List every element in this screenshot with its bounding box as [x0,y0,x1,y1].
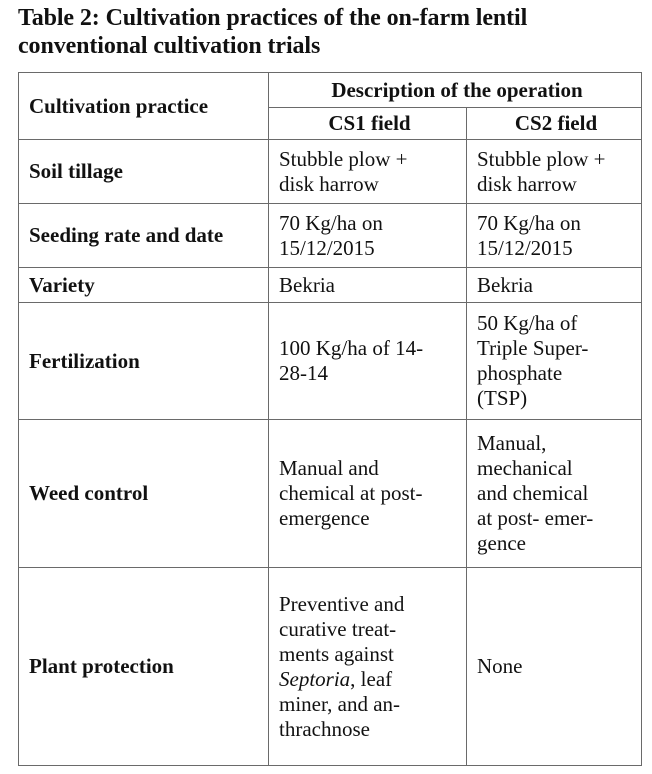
cell-cs2-variety: Bekria [467,268,642,303]
cell-cs1-weed-control: Manual and chemical at post- emergence [269,420,467,568]
table-row [19,303,642,420]
cs1-plant-protection-text-b: , leaf miner, and an- thrachnose [279,666,401,741]
row-label-seeding-rate-and-date: Seeding rate and date [19,204,269,268]
header-cs1-field: CS1 field [269,108,467,140]
cell-cs2-seeding-rate: 70 Kg/ha on 15/12/2015 [467,204,642,268]
header-description-of-operation: Description of the operation [269,73,642,108]
cultivation-practices-table [18,72,642,766]
table-row [19,568,642,766]
cs1-plant-protection-text-a: Preventive and curative treat- ments against [279,591,405,666]
header-cultivation-practice: Cultivation practice [19,73,269,140]
cell-cs1-variety: Bekria [269,268,467,303]
cell-cs2-fertilization: 50 Kg/ha of Triple Super- phosphate (TSP) [467,303,642,420]
header-cs2-field: CS2 field [467,108,642,140]
table-row [19,140,642,204]
cell-cs2-soil-tillage: Stubble plow + disk harrow [467,140,642,204]
row-label-weed-control: Weed control [19,420,269,568]
cell-cs1-fertilization: 100 Kg/ha of 14- 28-14 [269,303,467,420]
caption-line-2: conventional cultivation trials [18,33,321,59]
table-row [19,420,642,568]
cell-cs2-weed-control: Manual, mechanical and chemical at post- emer- gence [467,420,642,568]
table-row [19,268,642,303]
caption-line-1: Table 2: Cultivation practices of the on-farm lentil [18,5,528,31]
row-label-fertilization: Fertilization [19,303,269,420]
table-caption [18,4,644,60]
cell-cs1-plant-protection [269,568,467,766]
row-label-soil-tillage: Soil tillage [19,140,269,204]
row-label-variety: Variety [19,268,269,303]
cs1-plant-protection-text-septoria: Septoria [279,666,351,691]
table-row [19,204,642,268]
cell-cs1-soil-tillage: Stubble plow + disk harrow [269,140,467,204]
table-header-row-1 [19,73,642,108]
cell-cs2-plant-protection: None [467,568,642,766]
cell-cs1-seeding-rate: 70 Kg/ha on 15/12/2015 [269,204,467,268]
row-label-plant-protection: Plant protection [19,568,269,766]
